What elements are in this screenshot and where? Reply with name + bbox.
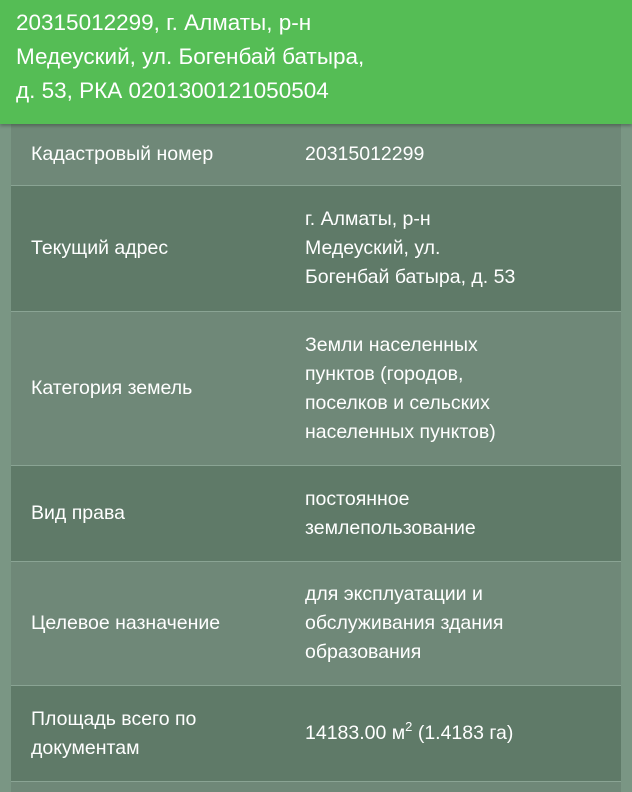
parcel-title-line-3: д. 53, РКА 0201300121050504 <box>16 78 329 103</box>
row-value <box>305 140 621 169</box>
row-value <box>305 485 621 543</box>
row-label: Кадастровый номер <box>31 143 214 165</box>
row-label: Текущий адрес <box>31 237 169 259</box>
parcel-title-line-2: Медеуский, ул. Богенбай батыра, <box>16 44 365 69</box>
area-value <box>305 719 607 748</box>
row-value <box>305 205 621 292</box>
parcel-title-line-1: 20315012299, г. Алматы, р-н <box>16 10 312 35</box>
table-row-cadastral-number <box>11 124 621 186</box>
area-unit-exponent: 2 <box>405 718 413 734</box>
row-label <box>11 705 305 763</box>
row-value <box>305 580 621 667</box>
row-value-line: населенных пунктов) <box>305 420 496 443</box>
row-label: Целевое назначение <box>31 612 221 634</box>
table-row-purpose <box>11 562 621 686</box>
row-label-line: документам <box>31 736 140 759</box>
row-value-line: постоянное <box>305 487 410 510</box>
row-label: Вид права <box>31 502 125 524</box>
table-row-partial <box>11 782 621 792</box>
parcel-title <box>0 0 632 124</box>
row-value-line: г. Алматы, р-н <box>305 208 431 230</box>
row-value-line: пунктов (городов, <box>305 362 464 385</box>
row-value <box>305 719 621 748</box>
table-row-land-category <box>11 312 621 466</box>
row-label: Категория земель <box>31 377 193 399</box>
row-value-line: поселков и сельских <box>305 391 490 414</box>
row-value-line: Земли населенных <box>305 333 478 356</box>
table-row-current-address <box>11 186 621 312</box>
row-value-line: землепользование <box>305 516 476 539</box>
area-hectares: (1.4183 га) <box>412 722 514 744</box>
row-value-line: образования <box>305 641 422 663</box>
row-value-line: обслуживания здания <box>305 612 504 634</box>
table-row-right-type <box>11 466 621 562</box>
row-label-line: Площадь всего по <box>31 707 197 730</box>
parcel-attributes-table <box>11 124 621 792</box>
row-value-line: Богенбай батыра, д. 53 <box>305 266 516 288</box>
area-number: 14183.00 м <box>305 722 406 744</box>
row-value-line: Медеуский, ул. <box>305 237 441 259</box>
row-value-line: для эксплуатации и <box>305 583 483 605</box>
table-row-total-area <box>11 686 621 782</box>
row-value <box>305 331 621 447</box>
row-value-line: 20315012299 <box>305 143 425 165</box>
